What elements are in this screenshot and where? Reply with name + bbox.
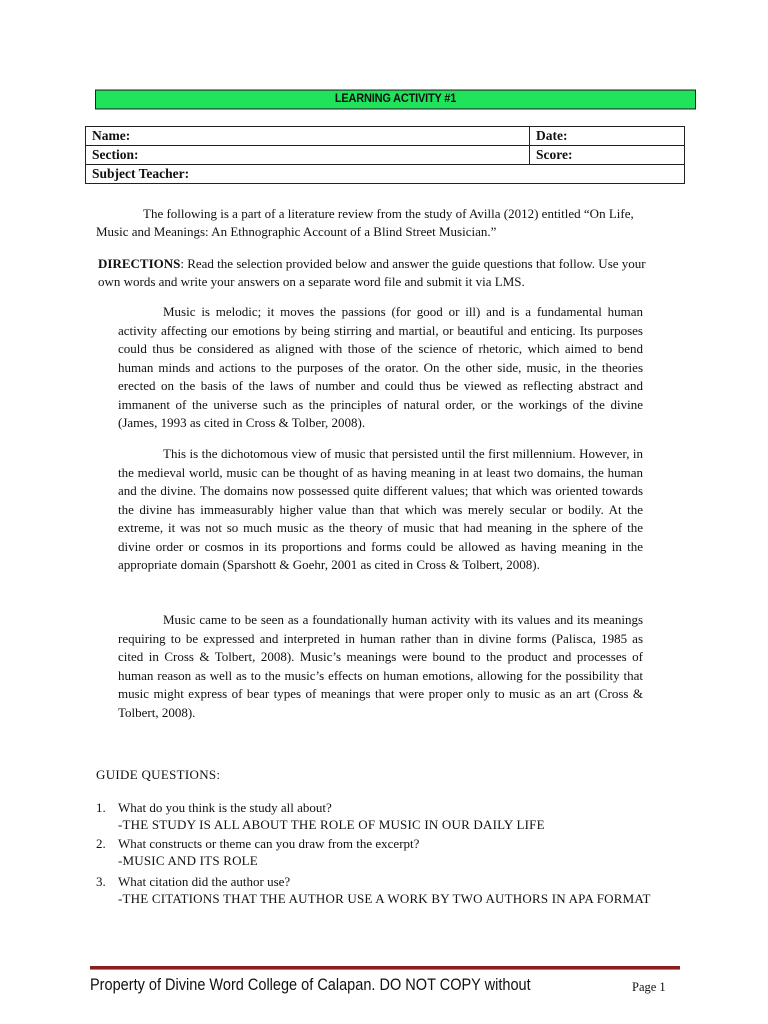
table-row <box>86 165 685 184</box>
footer-copyright: Property of Divine Word College of Calapan. DO NOT COPY without <box>90 976 531 994</box>
excerpt-paragraph-3: Music came to be seen as a foundationally human activity with its values and its meanings requiring to be expressed and interpreted in human rather than in divine forms (Palisca, 1985 as cited in Cross & Tolbert, 2008). Music’s meanings were bound to the product and processes of human reason as well as to the music’s effects on human emotions, allowing for the possibility that music might express of bear types of meanings that were proper only to music as an art (Cross & Tolbert, 2008). <box>118 612 643 720</box>
directions-text: : Read the selection provided below and answer the guide questions that follow. Use your own words and write your answers on a separate word file and submit it via LMS. <box>98 256 646 289</box>
question-text: What do you think is the study all about? <box>118 800 332 815</box>
answer-text: -THE STUDY IS ALL ABOUT THE ROLE OF MUSIC IN OUR DAILY LIFE <box>118 816 545 832</box>
question-number: 2. <box>96 836 106 851</box>
excerpt-paragraph-1: Music is melodic; it moves the passions (for good or ill) and is a fundamental human activity affecting our emotions by being stirring and martial, or beautiful and enticing. Its purposes could thus be considered as aligned with those of the science of rhetoric, which aimed to bend human minds and actions to the purposes of the orator. On the other side, music, in the theories erected on the basis of the laws of number and could thus be viewed as reflecting abstract and immanent of the universe such as the principles of natural order, or the workings of the divine (James, 1993 as cited in Cross & Tolber, 2008). <box>118 304 643 430</box>
directions-label: DIRECTIONS <box>98 256 181 271</box>
subject-teacher-field: Subject Teacher: <box>86 165 685 184</box>
student-info-table <box>85 126 685 184</box>
table-row <box>86 146 685 165</box>
question-number: 3. <box>96 874 106 889</box>
footer-divider <box>90 966 680 970</box>
name-field: Name: <box>86 127 530 146</box>
question-text: What constructs or theme can you draw from the excerpt? <box>118 836 420 851</box>
date-field: Date: <box>530 127 685 146</box>
question-2 <box>96 836 419 869</box>
question-text: What citation did the author use? <box>118 874 291 889</box>
question-3 <box>96 874 651 907</box>
activity-title: LEARNING ACTIVITY #1 <box>95 90 696 110</box>
question-1 <box>96 800 545 833</box>
page-number: Page 1 <box>632 980 666 994</box>
table-row <box>86 127 685 146</box>
section-field: Section: <box>86 146 530 165</box>
question-number: 1. <box>96 800 106 815</box>
score-field: Score: <box>530 146 685 165</box>
directions <box>98 255 664 290</box>
excerpt-paragraph-2: This is the dichotomous view of music that persisted until the first millennium. However, in the medieval world, music can be thought of as having meaning in at least two domains, the human and the divine. The domains now possessed quite different values; that which was oriented towards the divine has immeasurably higher value than that which was merely secular or bodily. At the extreme, it was not so much music as the theory of music that had meaning in the sphere of the divine order or cosmos in its proportions and forms could be allowed as having meaning in the appropriate domain (Sparshott & Goehr, 2001 as cited in Cross & Tolbert, 2008). <box>118 446 643 572</box>
answer-text: -THE CITATIONS THAT THE AUTHOR USE A WORK BY TWO AUTHORS IN APA FORMAT <box>118 890 651 906</box>
guide-questions-heading: GUIDE QUESTIONS: <box>96 767 221 782</box>
intro-paragraph: The following is a part of a literature review from the study of Avilla (2012) entitled “On Life, Music and Meanings: An Ethnographic Account of a Blind Street Musician.” <box>96 206 634 239</box>
answer-text: -MUSIC AND ITS ROLE <box>118 852 258 868</box>
